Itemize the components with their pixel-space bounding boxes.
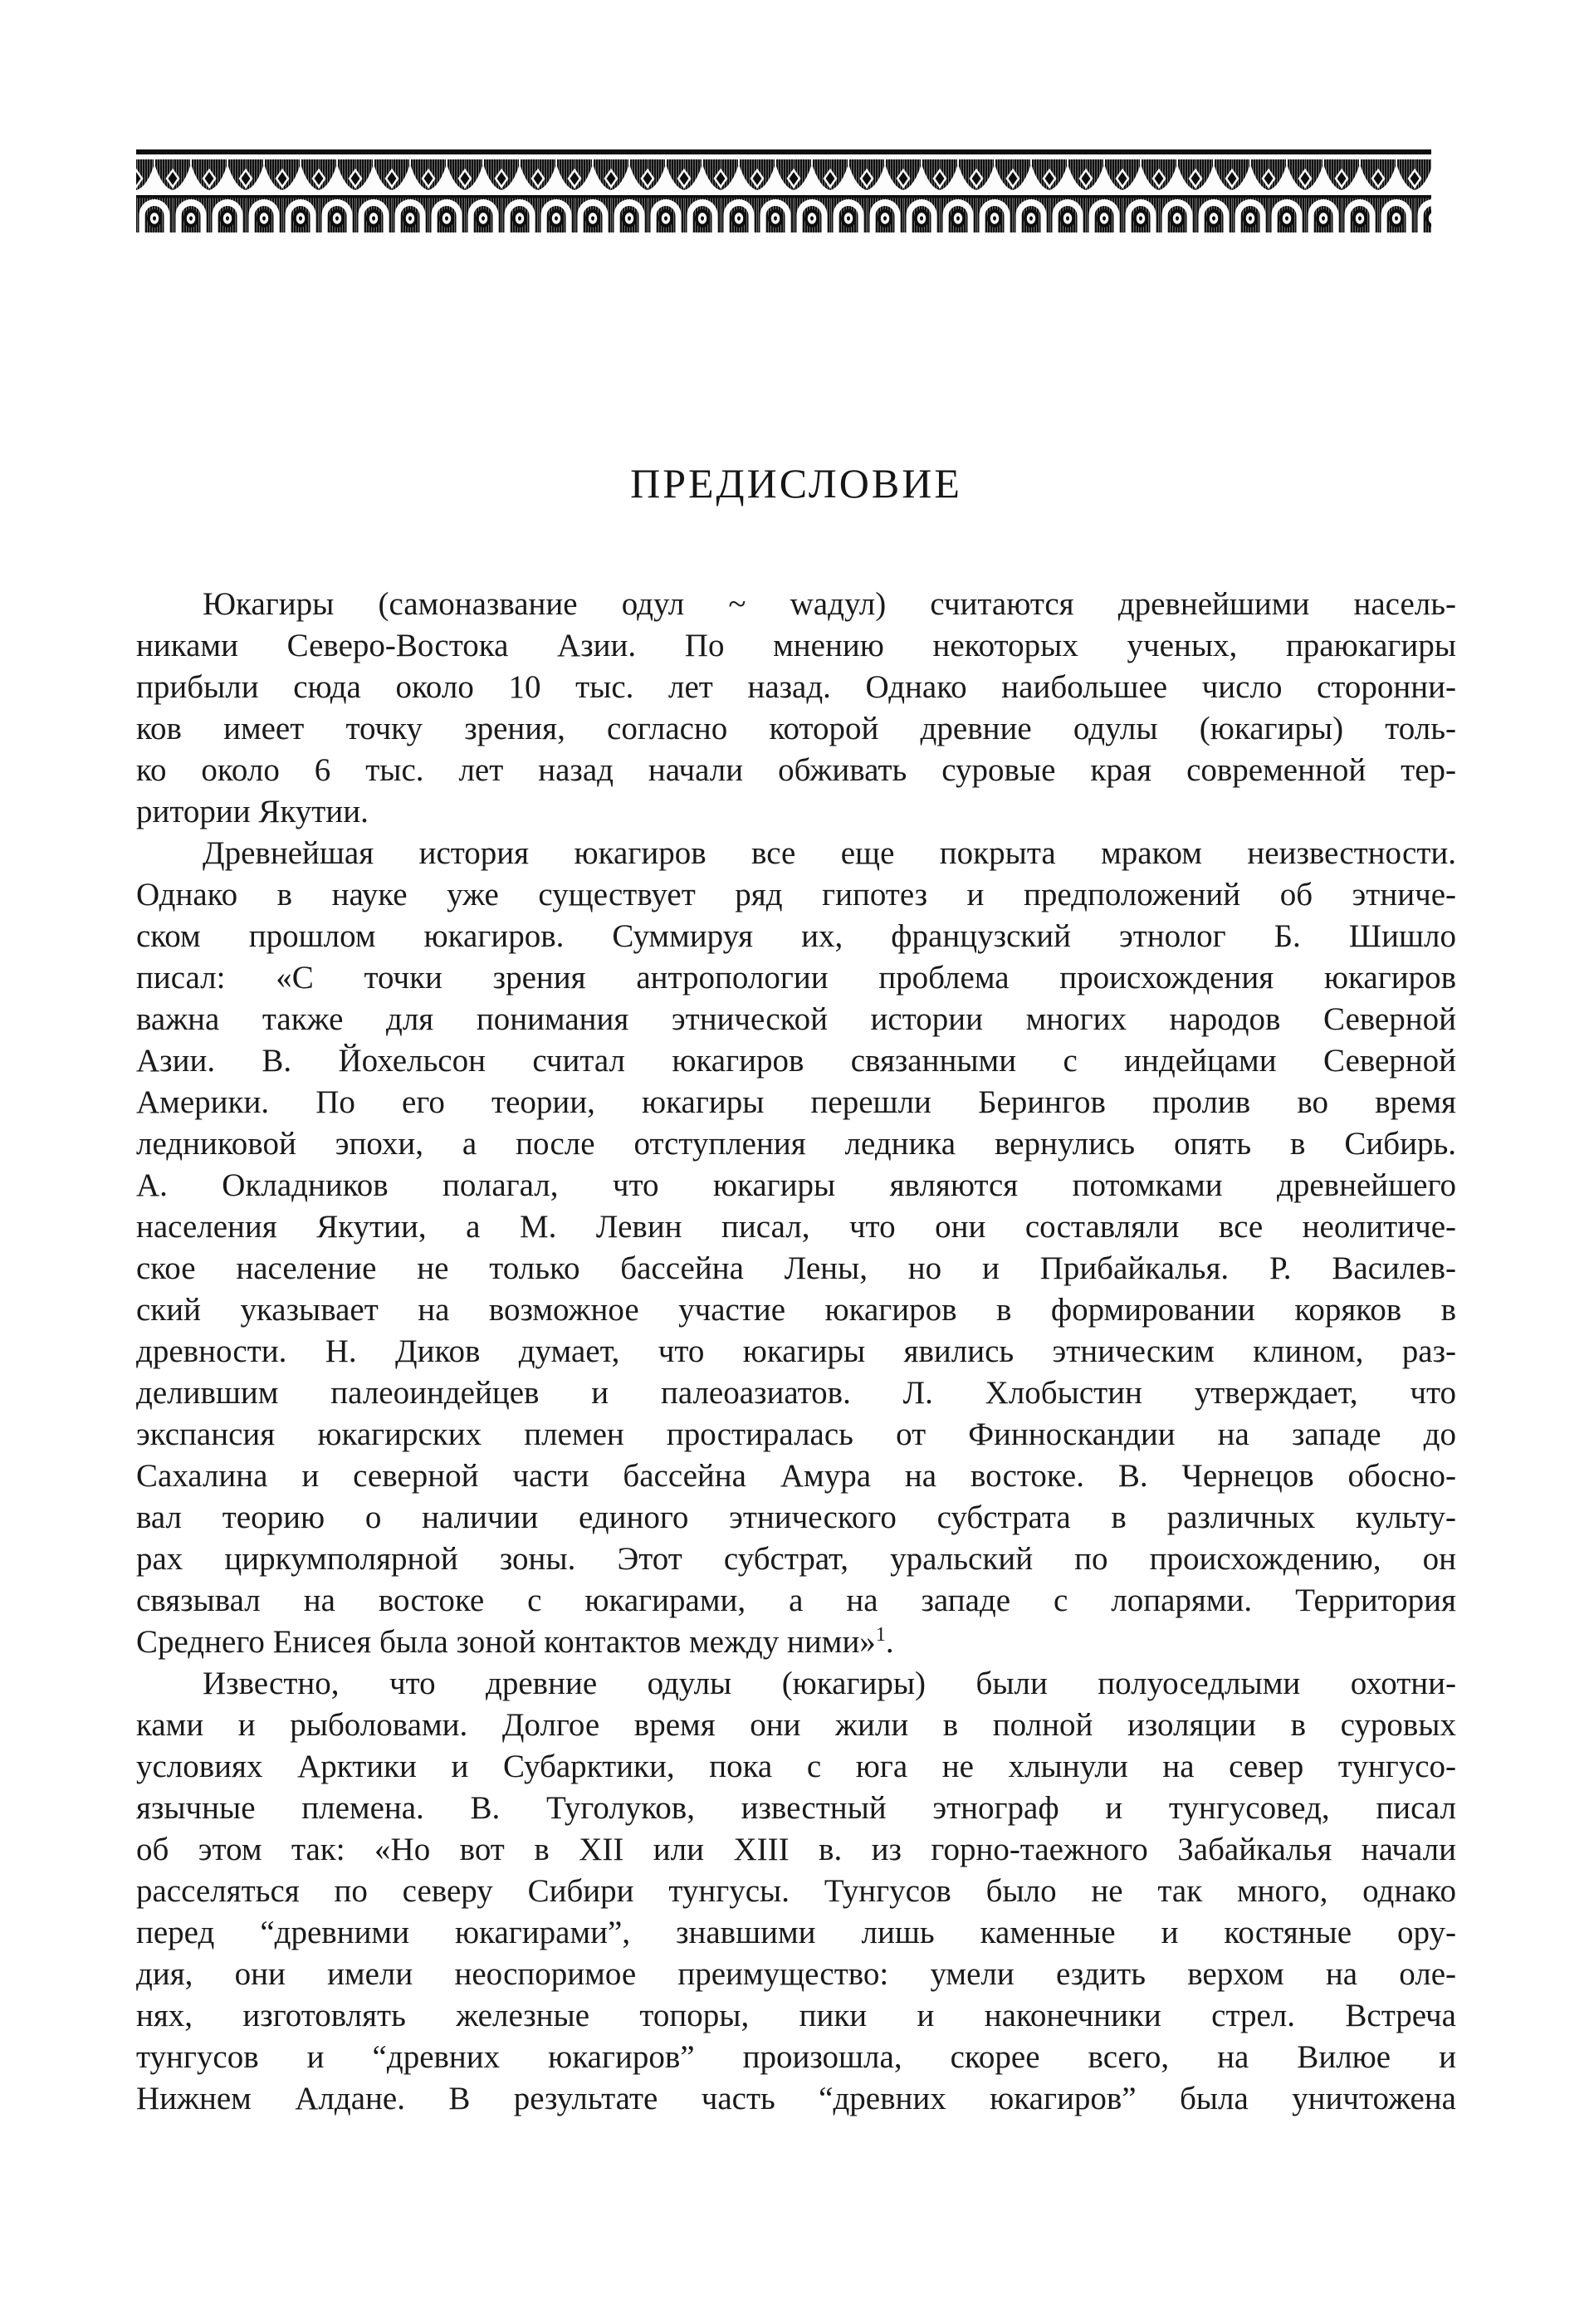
page-title: ПРЕДИСЛОВИЕ	[630, 460, 962, 506]
text-line: тунгусов и “древних юкагиров” произошла, скорее всего, на Вилюе и	[136, 2039, 1456, 2075]
text-line: связывал на востоке с юкагирами, а на западе с лопарями. Территория	[136, 1583, 1456, 1618]
text-line: населения Якутии, а М. Левин писал, что они составляли все неолитиче-	[136, 1209, 1456, 1245]
text-line: язычные племена. В. Туголуков, известный этнограф и тунгусовед, писал	[136, 1790, 1456, 1826]
text-line: Древнейшая история юкагиров все еще покрыта мраком неизвестности.	[203, 835, 1456, 871]
text-line: экспансия юкагирских племен простиралась от Финноскандии на западе до	[136, 1416, 1456, 1452]
text-line: Америки. По его теории, юкагиры перешли Берингов пролив во время	[136, 1084, 1456, 1120]
text-line: ском прошлом юкагиров. Суммируя их, французский этнолог Б. Шишло	[136, 918, 1456, 954]
text-line: делившим палеоиндейцев и палеоазиатов. Л. Хлобыстин утверждает, что	[136, 1375, 1456, 1411]
text-line: Азии. В. Йохельсон считал юкагиров связанными с индейцами Северной	[136, 1043, 1456, 1079]
ornamental-header-band	[136, 149, 1431, 232]
text-line: ский указывает на возможное участие юкагиров в формировании коряков в	[136, 1292, 1456, 1328]
text-line: ками и рыболовами. Долгое время они жили в полной изоляции в суровых	[136, 1707, 1456, 1743]
text-line: Юкагиры (самоназвание одул ~ wадул) считаются древнейшими насель-	[203, 586, 1456, 622]
text-line: ков имеет точку зрения, согласно которой древние одулы (юкагиры) толь-	[136, 711, 1456, 746]
text-line: нях, изготовлять железные топоры, пики и наконечники стрел. Встреча	[136, 1998, 1456, 2033]
text-line: вал теорию о наличии единого этнического субстрата в различных культу-	[136, 1500, 1456, 1535]
footnote-reference: 1	[875, 1624, 886, 1646]
text-line: Известно, что древние одулы (юкагиры) были полуоседлыми охотни-	[203, 1666, 1456, 1701]
text-line: никами Северо-Востока Азии. По мнению некоторых ученых, праюкагиры	[136, 628, 1456, 663]
text-line: условиях Арктики и Субарктики, пока с юга не хлынули на север тунгусо-	[136, 1749, 1456, 1784]
frieze-pattern-icon	[136, 159, 1431, 232]
text-line: писал: «С точки зрения антропологии проблема происхождения юкагиров	[136, 960, 1456, 996]
text-line: Среднего Енисея была зоной контактов между ними»$^1$.	[136, 1624, 894, 1660]
text-line: расселяться по северу Сибири тунгусы. Тунгусов было не так много, однако	[136, 1873, 1456, 1909]
paragraph	[136, 1663, 1456, 2120]
text-line: А. Окладников полагал, что юкагиры являются потомками древнейшего	[136, 1167, 1456, 1203]
text-line: дия, они имели неоспоримое преимущество: умели ездить верхом на оле-	[136, 1956, 1456, 1992]
text-line: ское население не только бассейна Лены, но и Прибайкалья. Р. Василев-	[136, 1250, 1456, 1286]
body-text	[136, 584, 1456, 2120]
ornament-top-rule	[136, 149, 1431, 154]
text-line: Сахалина и северной части бассейна Амура на востоке. В. Чернецов обосно-	[136, 1458, 1456, 1494]
text-line: древности. Н. Диков думает, что юкагиры явились этническим клином, раз-	[136, 1333, 1456, 1369]
text-line: перед “древними юкагирами”, знавшими лишь каменные и костяные ору-	[136, 1915, 1456, 1950]
text-line: ритории Якутии.	[136, 794, 369, 829]
text-line: об этом так: «Но вот в XII или XIII в. из горно-таежного Забайкалья начали	[136, 1832, 1456, 1867]
text-line: важна также для понимания этнической истории многих народов Северной	[136, 1001, 1456, 1037]
text-line: ко около 6 тыс. лет назад начали обживать суровые края современной тер-	[136, 752, 1456, 788]
text-line: ледниковой эпохи, а после отступления ледника вернулись опять в Сибирь.	[136, 1126, 1456, 1162]
text-line: рах циркумполярной зоны. Этот субстрат, уральский по происхождению, он	[136, 1541, 1456, 1577]
text-line: Однако в науке уже существует ряд гипотез и предположений об этниче-	[136, 877, 1456, 912]
paragraph	[136, 584, 1456, 833]
text-line: Нижнем Алдане. В результате часть “древних юкагиров” была уничтожена	[136, 2081, 1456, 2116]
text-line: прибыли сюда около 10 тыс. лет назад. Однако наибольшее число сторонни-	[136, 669, 1456, 705]
paragraph	[136, 833, 1456, 1663]
